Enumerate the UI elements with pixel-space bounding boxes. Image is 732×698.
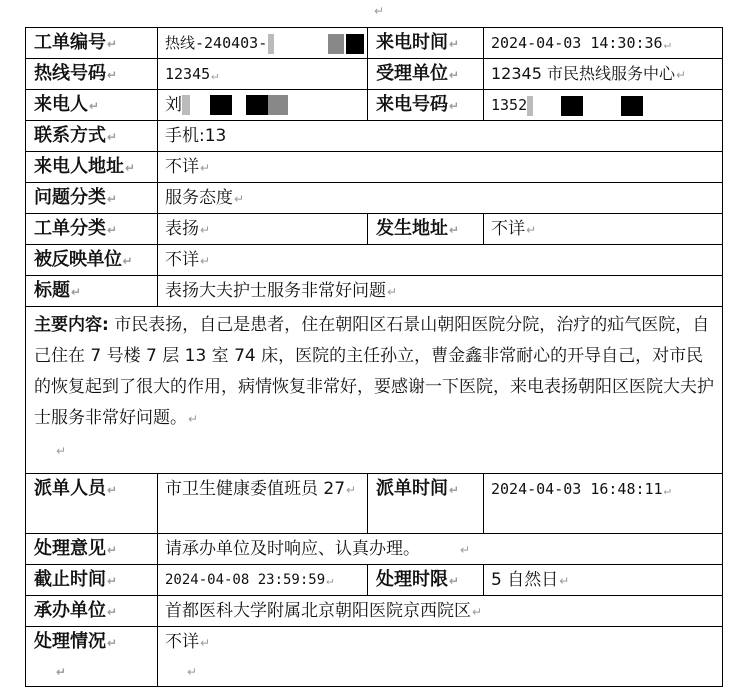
dispatcher-label: 派单人员↵ bbox=[26, 474, 158, 534]
handler-unit-label: 承办单位↵ bbox=[26, 596, 158, 627]
dispatch-time-value: 2024-04-03 16:48:11↵ bbox=[484, 474, 723, 534]
hotline-value: 12345↵ bbox=[158, 59, 368, 90]
opinion-value: 请承办单位及时响应、认真办理。 ↵ bbox=[158, 534, 723, 565]
row-handler-unit bbox=[26, 596, 723, 627]
handler-unit-value: 首都医科大学附属北京朝阳医院京西院区↵ bbox=[158, 596, 723, 627]
order-type-label: 工单分类↵ bbox=[26, 214, 158, 245]
reported-unit-label: 被反映单位↵ bbox=[26, 245, 158, 276]
caller-address-label: 来电人地址↵ bbox=[26, 152, 158, 183]
content-label: 主要内容: bbox=[34, 315, 109, 335]
dispatcher-value: 市卫生健康委值班员 27↵ bbox=[158, 474, 368, 534]
result-label: 处理情况↵ ↵ bbox=[26, 627, 158, 687]
row-order-no bbox=[26, 28, 723, 59]
order-type-value: 表扬↵ bbox=[158, 214, 368, 245]
time-limit-value: 5 自然日↵ bbox=[484, 565, 723, 596]
category-label: 问题分类↵ bbox=[26, 183, 158, 214]
contact-label: 联系方式↵ bbox=[26, 121, 158, 152]
row-reported-unit bbox=[26, 245, 723, 276]
category-value: 服务态度↵ bbox=[158, 183, 723, 214]
caller-label: 来电人↵ bbox=[26, 90, 158, 121]
call-time-label: 来电时间↵ bbox=[368, 28, 484, 59]
deadline-value: 2024-04-08 23:59:59↵ bbox=[158, 565, 368, 596]
occur-address-value: 不详↵ bbox=[484, 214, 723, 245]
row-result bbox=[26, 627, 723, 687]
order-no-label: 工单编号↵ bbox=[26, 28, 158, 59]
content-text: 市民表扬，自己是患者，住在朝阳区石景山朝阳医院分院，治疗的疝气医院，自己住在 7 号楼 7 层 13 室 74 床，医院的主任孙立，曹金鑫非常耐心的开导自己，对市民的恢复起到了很大的作用，病情恢复非常好，要感谢一下医院，来电表扬朝阳区医院大夫护士服务非常好问题。 bbox=[34, 315, 714, 428]
accept-unit-value: 12345 市民热线服务中心↵ bbox=[484, 59, 723, 90]
row-opinion bbox=[26, 534, 723, 565]
work-order-table bbox=[25, 27, 723, 687]
row-deadline bbox=[26, 565, 723, 596]
row-caller-address bbox=[26, 152, 723, 183]
content-cell: 主要内容: 市民表扬，自己是患者，住在朝阳区石景山朝阳医院分院，治疗的疝气医院，自己住在 7 号楼 7 层 13 室 74 床，医院的主任孙立，曹金鑫非常耐心的开导自己，对市民的恢复起到了很大的作用，病情恢复非常好，要感谢一下医院，来电表扬朝阳区医院大夫护士服务非常好问题。↵ ↵ bbox=[26, 307, 723, 474]
call-time-value: 2024-04-03 14:30:36↵ bbox=[484, 28, 723, 59]
title-label: 标题↵ bbox=[26, 276, 158, 307]
contact-value: 手机:13 bbox=[158, 121, 723, 152]
time-limit-label: 处理时限↵ bbox=[368, 565, 484, 596]
accept-unit-label: 受理单位↵ bbox=[368, 59, 484, 90]
row-order-type bbox=[26, 214, 723, 245]
caller-phone-value: 1352 bbox=[484, 90, 723, 121]
caller-address-value: 不详↵ bbox=[158, 152, 723, 183]
paragraph-mark: ↵ bbox=[374, 4, 385, 18]
hotline-label: 热线号码↵ bbox=[26, 59, 158, 90]
row-category bbox=[26, 183, 723, 214]
order-no-value: 热线-240403- bbox=[158, 28, 368, 59]
row-contact bbox=[26, 121, 723, 152]
reported-unit-value: 不详↵ bbox=[158, 245, 723, 276]
row-caller bbox=[26, 90, 723, 121]
opinion-label: 处理意见↵ bbox=[26, 534, 158, 565]
row-hotline bbox=[26, 59, 723, 90]
title-value: 表扬大夫护士服务非常好问题↵ bbox=[158, 276, 723, 307]
occur-address-label: 发生地址↵ bbox=[368, 214, 484, 245]
caller-value: 刘 bbox=[158, 90, 368, 121]
row-content bbox=[26, 307, 723, 474]
dispatch-time-label: 派单时间↵ bbox=[368, 474, 484, 534]
result-value: 不详↵ ↵ bbox=[158, 627, 723, 687]
row-title bbox=[26, 276, 723, 307]
deadline-label: 截止时间↵ bbox=[26, 565, 158, 596]
caller-phone-label: 来电号码↵ bbox=[368, 90, 484, 121]
row-dispatcher bbox=[26, 474, 723, 534]
